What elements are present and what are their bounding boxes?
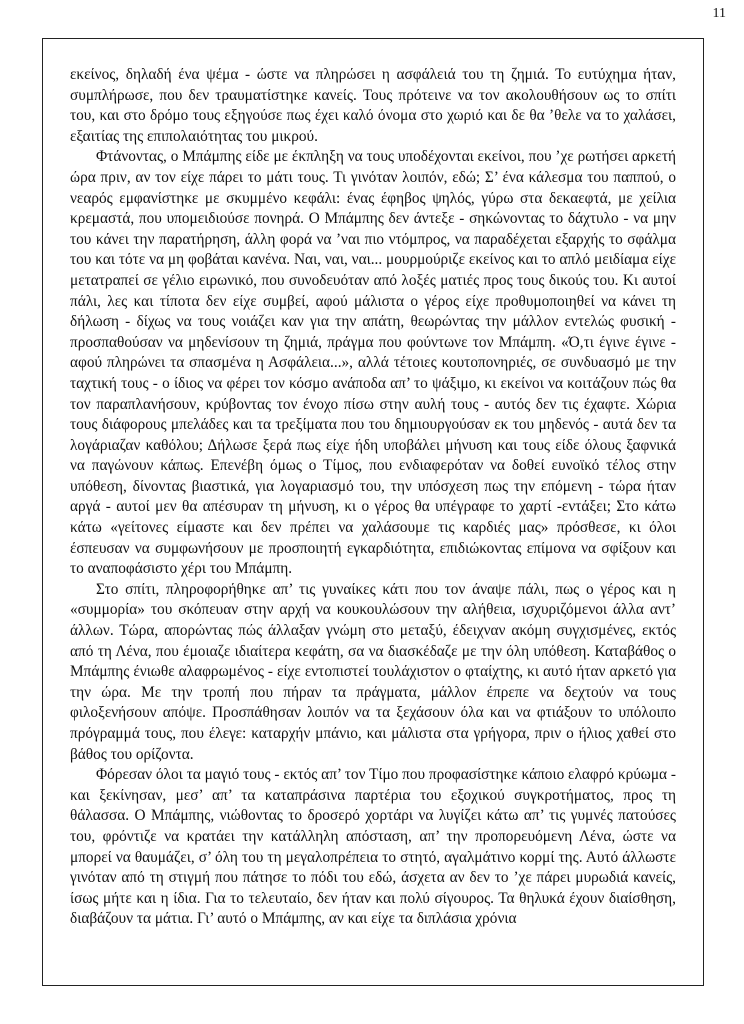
page-number: 11 (712, 6, 726, 21)
text-frame (42, 38, 704, 986)
paragraph-4: Φόρεσαν όλοι τα μαγιό τους - εκτός απ’ τον Τίμο που προφασίστηκε κάποιο ελαφρό κρύωμα - και ξεκίνησαν, μεσ’ απ’ τα καταπράσινα παρτέρια του εξοχικού συγκροτήματος, προς τη θάλασσα. Ο Μπάμπης, νιώθοντας το δροσερό χορτάρι να λυγίζει κάτω απ’ τις γυμνές πατούσες του, φρόντιζε να κρατάει την κατάλληλη απόσταση, απ’ την προπορευόμενη Λένα, ώστε να μπορεί να θαυμάζει, σ’ όλη του τη μεγαλοπρέπεια το στητό, αγαλμάτινο κορμί της. Αυτό άλλωστε γινόταν από τη στιγμή που πάτησε το πόδι του εδώ, άσχετα αν δεν το ’χε πάρει μυρωδιά κανείς, ίσως μήτε και η ίδια. Για το τελευταίο, δεν ήταν και πολύ σίγουρος. Τα θηλυκά έχουν διαίσθηση, διαβάζουν τα μάτια. Γι’ αυτό ο Μπάμπης, αν και είχε τα διπλάσια χρόνια (70, 766, 676, 928)
paragraph-3: Στο σπίτι, πληροφορήθηκε απ’ τις γυναίκες κάτι που τον άναψε πάλι, πως ο γέρος και η «συμμορία» του σκόπευαν στην αρχή να κουκουλώσουν την αλήθεια, ισχυριζόμενοι άλλα αντ’ άλλων. Τώρα, απορώντας πώς άλλαξαν γνώμη στο μεταξύ, έδειχναν ακόμη συγχισμένες, εκτός από τη Λένα, που έμοιαζε ιδιαίτερα κεφάτη, σα να διασκέδαζε με την όλη υπόθεση. Καταβάθος ο Μπάμπης ένιωθε αλαφρωμένος - είχε εντοπιστεί τουλάχιστον ο φταίχτης, κι αυτό ήταν αρκετό για την ώρα. Με την τροπή που πήραν τα πράγματα, μάλλον έπρεπε να δεχτούν να τους φιλοξενήσουν απόψε. Προσπάθησαν λοιπόν να τα ξεχάσουν όλα και να φτιάξουν το υπόλοιπο πρόγραμμά τους, που έλεγε: καταρχήν μπάνιο, και μάλιστα στα γρήγορα, πριν ο ήλιος χαθεί στο βάθος του ορίζοντα. (70, 580, 676, 763)
paragraph-2: Φτάνοντας, ο Μπάμπης είδε με έκπληξη να τους υποδέχονται εκείνοι, που ’χε ρωτήσει αρκετή ώρα πριν, αν τον είχε πάρει το μάτι τους. Τι γινόταν λοιπόν, εδώ; Σ’ ένα κάλεσμα του παππού, ο νεαρός εμφανίστηκε με σκυμμένο κεφάλι: ένας έφηβος ψηλός, γύρω στα δεκαεφτά, με χείλια κρεμαστά, που υπομειδιούσε πονηρά. Ο Μπάμπης δεν άντεξε - σηκώνοντας το δάχτυλο - να μην του κάνει την παρατήρηση, άλλη φορά να ’ναι πιο ντόμπρος, να παραδέχεται εξαρχής το σφάλμα του και τότε να μη φοβάται κανένα. Ναι, ναι, ναι... μουρμούριζε εκείνος και το απλό μειδίαμα είχε μετατραπεί σε γέλιο ειρωνικό, που συνοδευόταν από λοξές ματιές προς τους δικούς του. Κι αυτοί πάλι, λες και τίποτα δεν είχε συμβεί, αφού μάλιστα ο γέρος είχε προθυμοποιηθεί να κάνει τη δήλωση - δίχως να τους νοιάζει καν για την απάτη, θεωρώντας την μάλλον εντελώς φυσική - προσπαθούσαν να μηδενίσουν τη ζημιά, πράγμα που φούντωνε τον Μπάμπη. «Ό,τι έγινε έγινε - αφού πληρώνει τα σπασμένα η Ασφάλεια...», αλλά τέτοιες κουτοπονηριές, σε συνδυασμό με την ταχτική τους - ο ίδιος να φέρει τον κόσμο ανάποδα απ’ το ψάξιμο, κι εκείνοι να κοιτάζουν πώς θα τον παραπλανήσουν, κρύβοντας τον ένοχο πίσω στην αυλή τους - αυτός δεν τις έχαφτε. Χώρια τους διάφορους μπελάδες και τα τρεξίματα που του δημιουργούσαν εκ του μηδενός - αυτά δεν τα λογάριαζαν καθόλου; Δήλωσε ξερά πως είχε ήδη υποβάλει μήνυση και τους είδε όλους ξαφνικά να παγώνουν κάπως. Επενέβη όμως ο Τίμος, που ενδιαφερόταν να δοθεί ευνοϊκό τέλος στην υπόθεση, δίνοντας βιαστικά, για λογαριασμό του, την υπόσχεση πως την επόμενη - τώρα ήταν αργά - αυτοί μεν θα απέσυραν τη μήνυση, κι ο γέρος θα υπέγραφε το χαρτί -εντάξει; Στο κάτω κάτω «γείτονες είμαστε και δεν πρέπει να χαλάσουμε τις καρδιές μας» πρόσθεσε, κι όλοι έσπευσαν να συμφωνήσουν με προσποιητή εγκαρδιότητα, επιδιώκοντας επίμονα να σφίξουν και το αναποφάσιστο χέρι του Μπάμπη. (70, 148, 676, 578)
paragraph-1: εκείνος, δηλαδή ένα ψέμα - ώστε να πληρώσει η ασφάλειά του τη ζημιά. Το ευτύχημα ήταν, συμπλήρωσε, που δεν τραυματίστηκε κανείς. Τους πρότεινε να τον ακολουθήσουν ως το σπίτι του, και στο δρόμο τους εξηγούσε πως έχει καλό όνομα στο χωριό και δε θα ’θελε να το χαλάσει, εξαιτίας της επιπολαιότητας του μικρού. (70, 66, 676, 145)
